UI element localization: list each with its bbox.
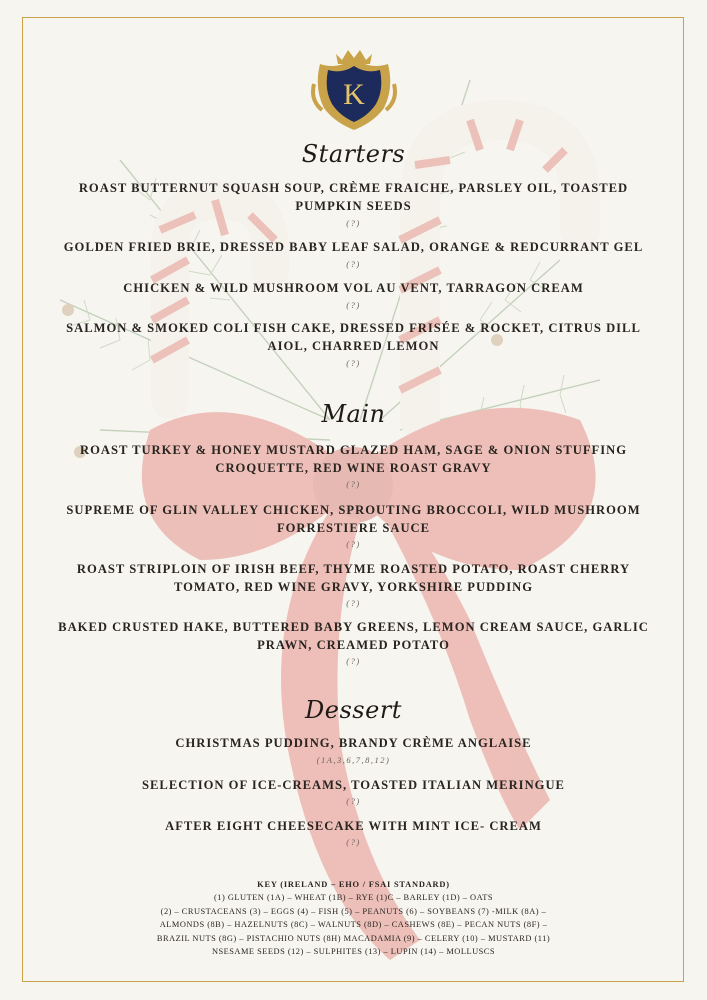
- allergen-key-line: BRAZIL NUTS (8G) – PISTACHIO NUTS (8H) MACADAMIA (9) – CELERY (10) – MUSTARD (11): [156, 933, 551, 943]
- section-title-dessert: Dessert: [305, 696, 402, 724]
- menu-item: ROAST BUTTERNUT SQUASH SOUP, CRÈME FRAICHE, PARSLEY OIL, TOASTED PUMPKIN SEEDS: [78, 181, 629, 213]
- menu-item: ROAST STRIPLOIN OF IRISH BEEF, THYME ROASTED POTATO, ROAST CHERRY TOMATO, RED WINE GRAVY, YORKSHIRE PUDDING: [76, 562, 631, 594]
- allergen-code: (?): [346, 656, 361, 666]
- menu-item: SELECTION OF ICE-CREAMS, TOASTED ITALIAN MERINGUE: [142, 778, 565, 792]
- allergen-key-line: (2) – CRUSTACEANS (3) – EGGS (4) – FISH (5) – PEANUTS (6) – SOYBEANS (7) -MILK (8A) –: [160, 906, 547, 916]
- menu-item: SUPREME OF GLIN VALLEY CHICKEN, SPROUTING BROCCOLI, WILD MUSHROOM FORRESTIERE SAUCE: [66, 503, 641, 535]
- allergen-code: (?): [346, 837, 361, 847]
- allergen-code: (?): [346, 358, 361, 368]
- menu-item: BAKED CRUSTED HAKE, BUTTERED BABY GREENS, LEMON CREAM SAUCE, GARLIC PRAWN, CREAMED POTATO: [58, 620, 649, 652]
- allergen-code: (1A,3,6,7,8,12): [316, 755, 391, 765]
- allergen-code: (?): [346, 539, 361, 549]
- menu-item: SALMON & SMOKED COLI FISH CAKE, DRESSED FRISÉE & ROCKET, CITRUS DILL AIOL, CHARRED LEMON: [66, 321, 641, 353]
- allergen-code: (?): [346, 218, 361, 228]
- crest-logo: [310, 44, 398, 132]
- menu-item: GOLDEN FRIED BRIE, DRESSED BABY LEAF SALAD, ORANGE & REDCURRANT GEL: [63, 240, 644, 254]
- allergen-code: (?): [346, 598, 361, 608]
- menu-item: CHICKEN & WILD MUSHROOM VOL AU VENT, TARRAGON CREAM: [123, 281, 584, 295]
- menu-item: ROAST TURKEY & HONEY MUSTARD GLAZED HAM, SAGE & ONION STUFFING CROQUETTE, RED WINE ROAST GRAVY: [79, 443, 628, 475]
- allergen-code: (?): [346, 300, 361, 310]
- allergen-code: (?): [346, 796, 361, 806]
- allergen-key-title: KEY (IRELAND – EHO / FSAI STANDARD): [257, 880, 450, 889]
- allergen-key-line: NSESAME SEEDS (12) – SULPHITES (13) – LUPIN (14) – MOLLUSCS: [211, 947, 496, 957]
- menu-item: AFTER EIGHT CHEESECAKE WITH MINT ICE- CREAM: [165, 819, 542, 833]
- allergen-key-line: ALMONDS (8B) – HAZELNUTS (8C) – WALNUTS (8D) – CASHEWS (8E) – PECAN NUTS (8F) –: [159, 920, 548, 930]
- menu-item: CHRISTMAS PUDDING, BRANDY CRÈME ANGLAISE: [175, 736, 532, 750]
- allergen-code: (?): [346, 479, 361, 489]
- allergen-key-line: (1) GLUTEN (1A) – WHEAT (1B) – RYE (1)C – BARLEY (1D) – OATS: [214, 893, 493, 903]
- section-title-starters: Starters: [301, 140, 406, 168]
- section-title-main: Main: [321, 400, 386, 428]
- allergen-code: (?): [346, 259, 361, 269]
- crest-letter: K: [343, 78, 365, 111]
- allergen-key: [80, 878, 627, 958]
